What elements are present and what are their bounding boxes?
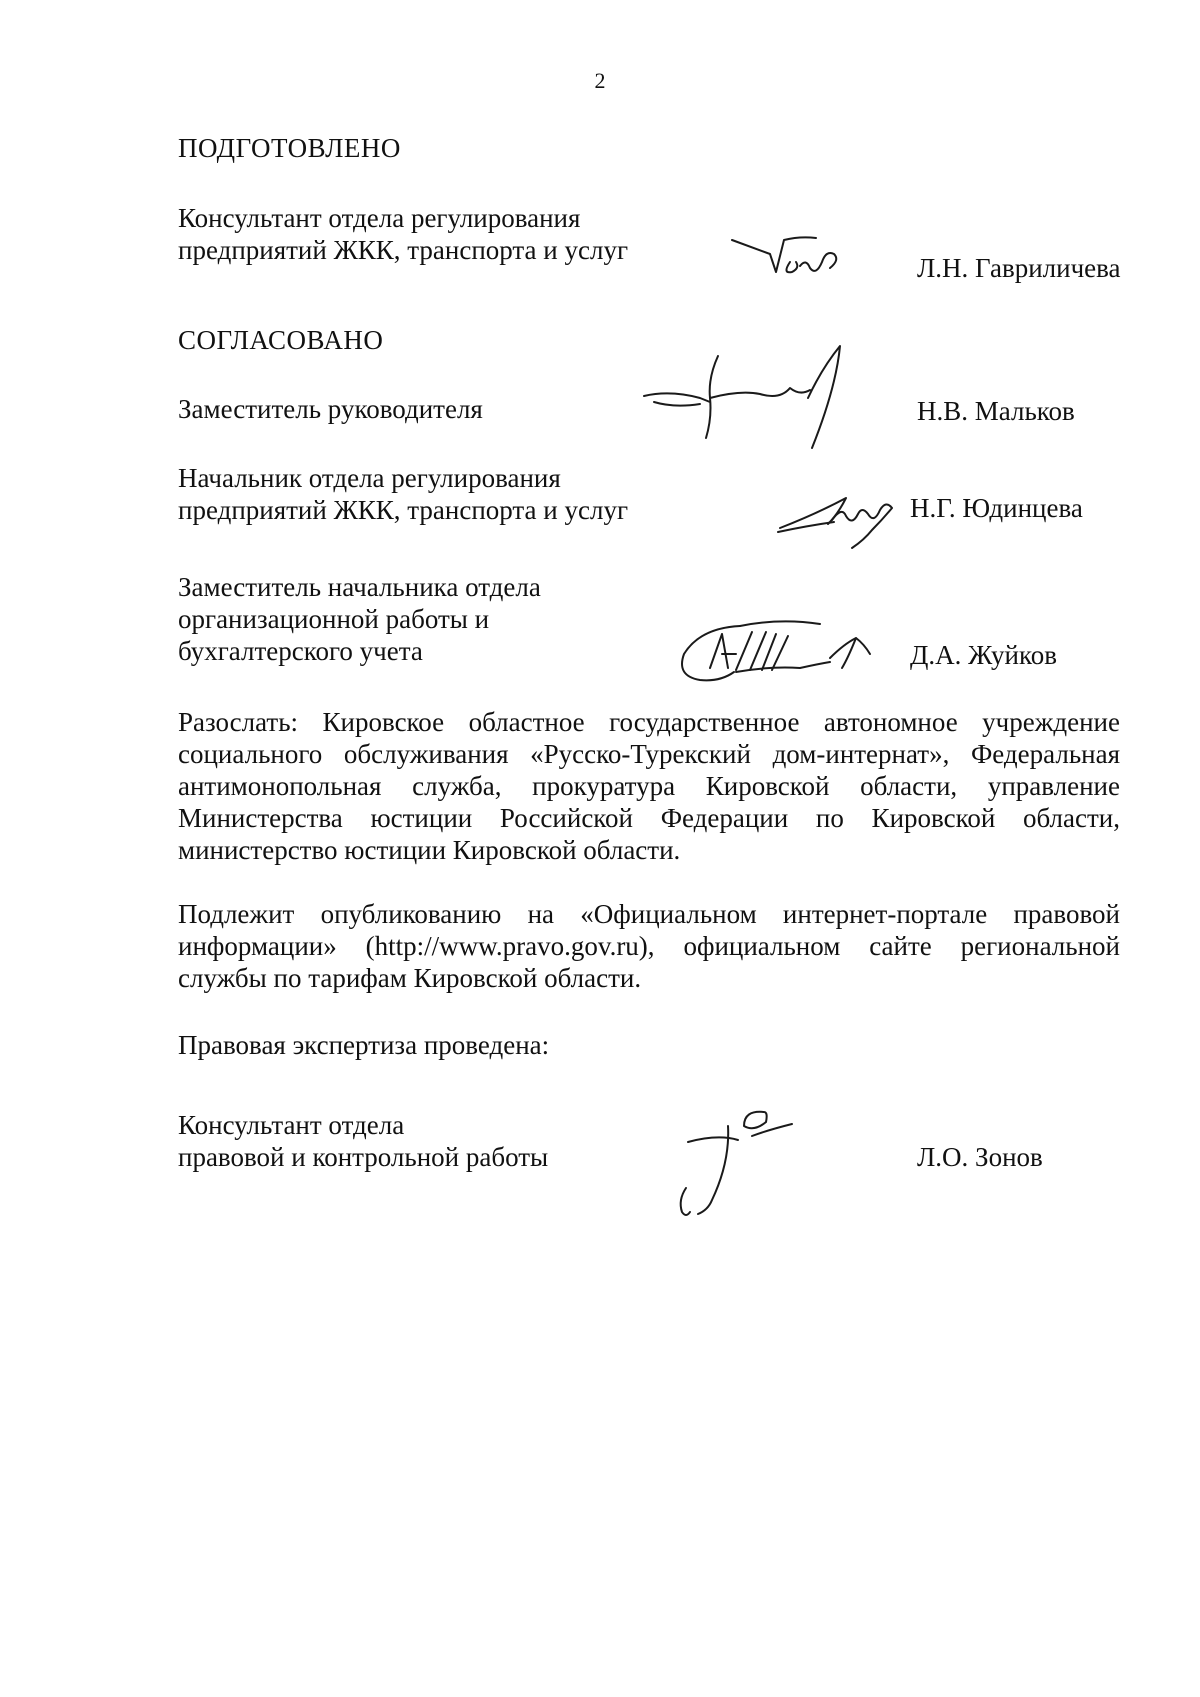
agreed-name-1: Н.В. Мальков — [917, 396, 1075, 426]
legal-review-role-line: правовой и контрольной работы — [178, 1142, 549, 1172]
signature-malkov — [640, 338, 860, 458]
prepared-role-line: предприятий ЖКК, транспорта и услуг — [178, 235, 629, 265]
prepared-role-line: Консультант отдела регулирования — [178, 203, 581, 233]
signature-gavrilicheva — [730, 232, 860, 287]
agreed-role-line: Начальник отдела регулирования — [178, 463, 561, 493]
agreed-role-2 — [178, 462, 628, 526]
agreed-role-line: организационной работы и — [178, 604, 490, 634]
signature-yudintseva — [776, 484, 906, 554]
agreed-role-line: предприятий ЖКК, транспорта и услуг — [178, 495, 629, 525]
agreed-role-line: бухгалтерского учета — [178, 636, 423, 666]
legal-review-heading: Правовая экспертиза проведена: — [178, 1030, 550, 1060]
prepared-role — [178, 202, 628, 266]
page-number: 2 — [594, 68, 606, 93]
agreed-role-line: Заместитель начальника отдела — [178, 572, 541, 602]
legal-review-name: Л.О. Зонов — [917, 1142, 1043, 1172]
legal-review-role — [178, 1109, 548, 1173]
publication-paragraph: Подлежит опубликованию на «Официальном интернет-портале правовой информации» (http://www.pravo.gov.ru), официальном сайте региональной службы по тарифам Кировской области. — [178, 899, 1120, 993]
distribution-paragraph: Разослать: Кировское областное государственное автономное учреждение социального обслуживания «Русско-Турекский дом-интернат», Федеральная антимонопольная служба, прокуратура Кировской области, управление Министерства юстиции Российской Федерации по Кировской области, министерство юстиции Кировской области. — [178, 707, 1120, 865]
agreed-role-line: Заместитель руководителя — [178, 394, 483, 424]
prepared-heading: ПОДГОТОВЛЕНО — [178, 133, 401, 163]
signature-zhuikov — [670, 614, 890, 690]
agreed-name-3: Д.А. Жуйков — [910, 640, 1057, 670]
signature-zonov — [668, 1102, 808, 1222]
legal-review-role-line: Консультант отдела — [178, 1110, 405, 1140]
agreed-name-2: Н.Г. Юдинцева — [910, 493, 1083, 523]
prepared-name: Л.Н. Гавриличева — [917, 253, 1121, 283]
agreed-role-1 — [178, 393, 483, 425]
agreed-heading: СОГЛАСОВАНО — [178, 325, 384, 355]
agreed-role-3 — [178, 571, 541, 667]
